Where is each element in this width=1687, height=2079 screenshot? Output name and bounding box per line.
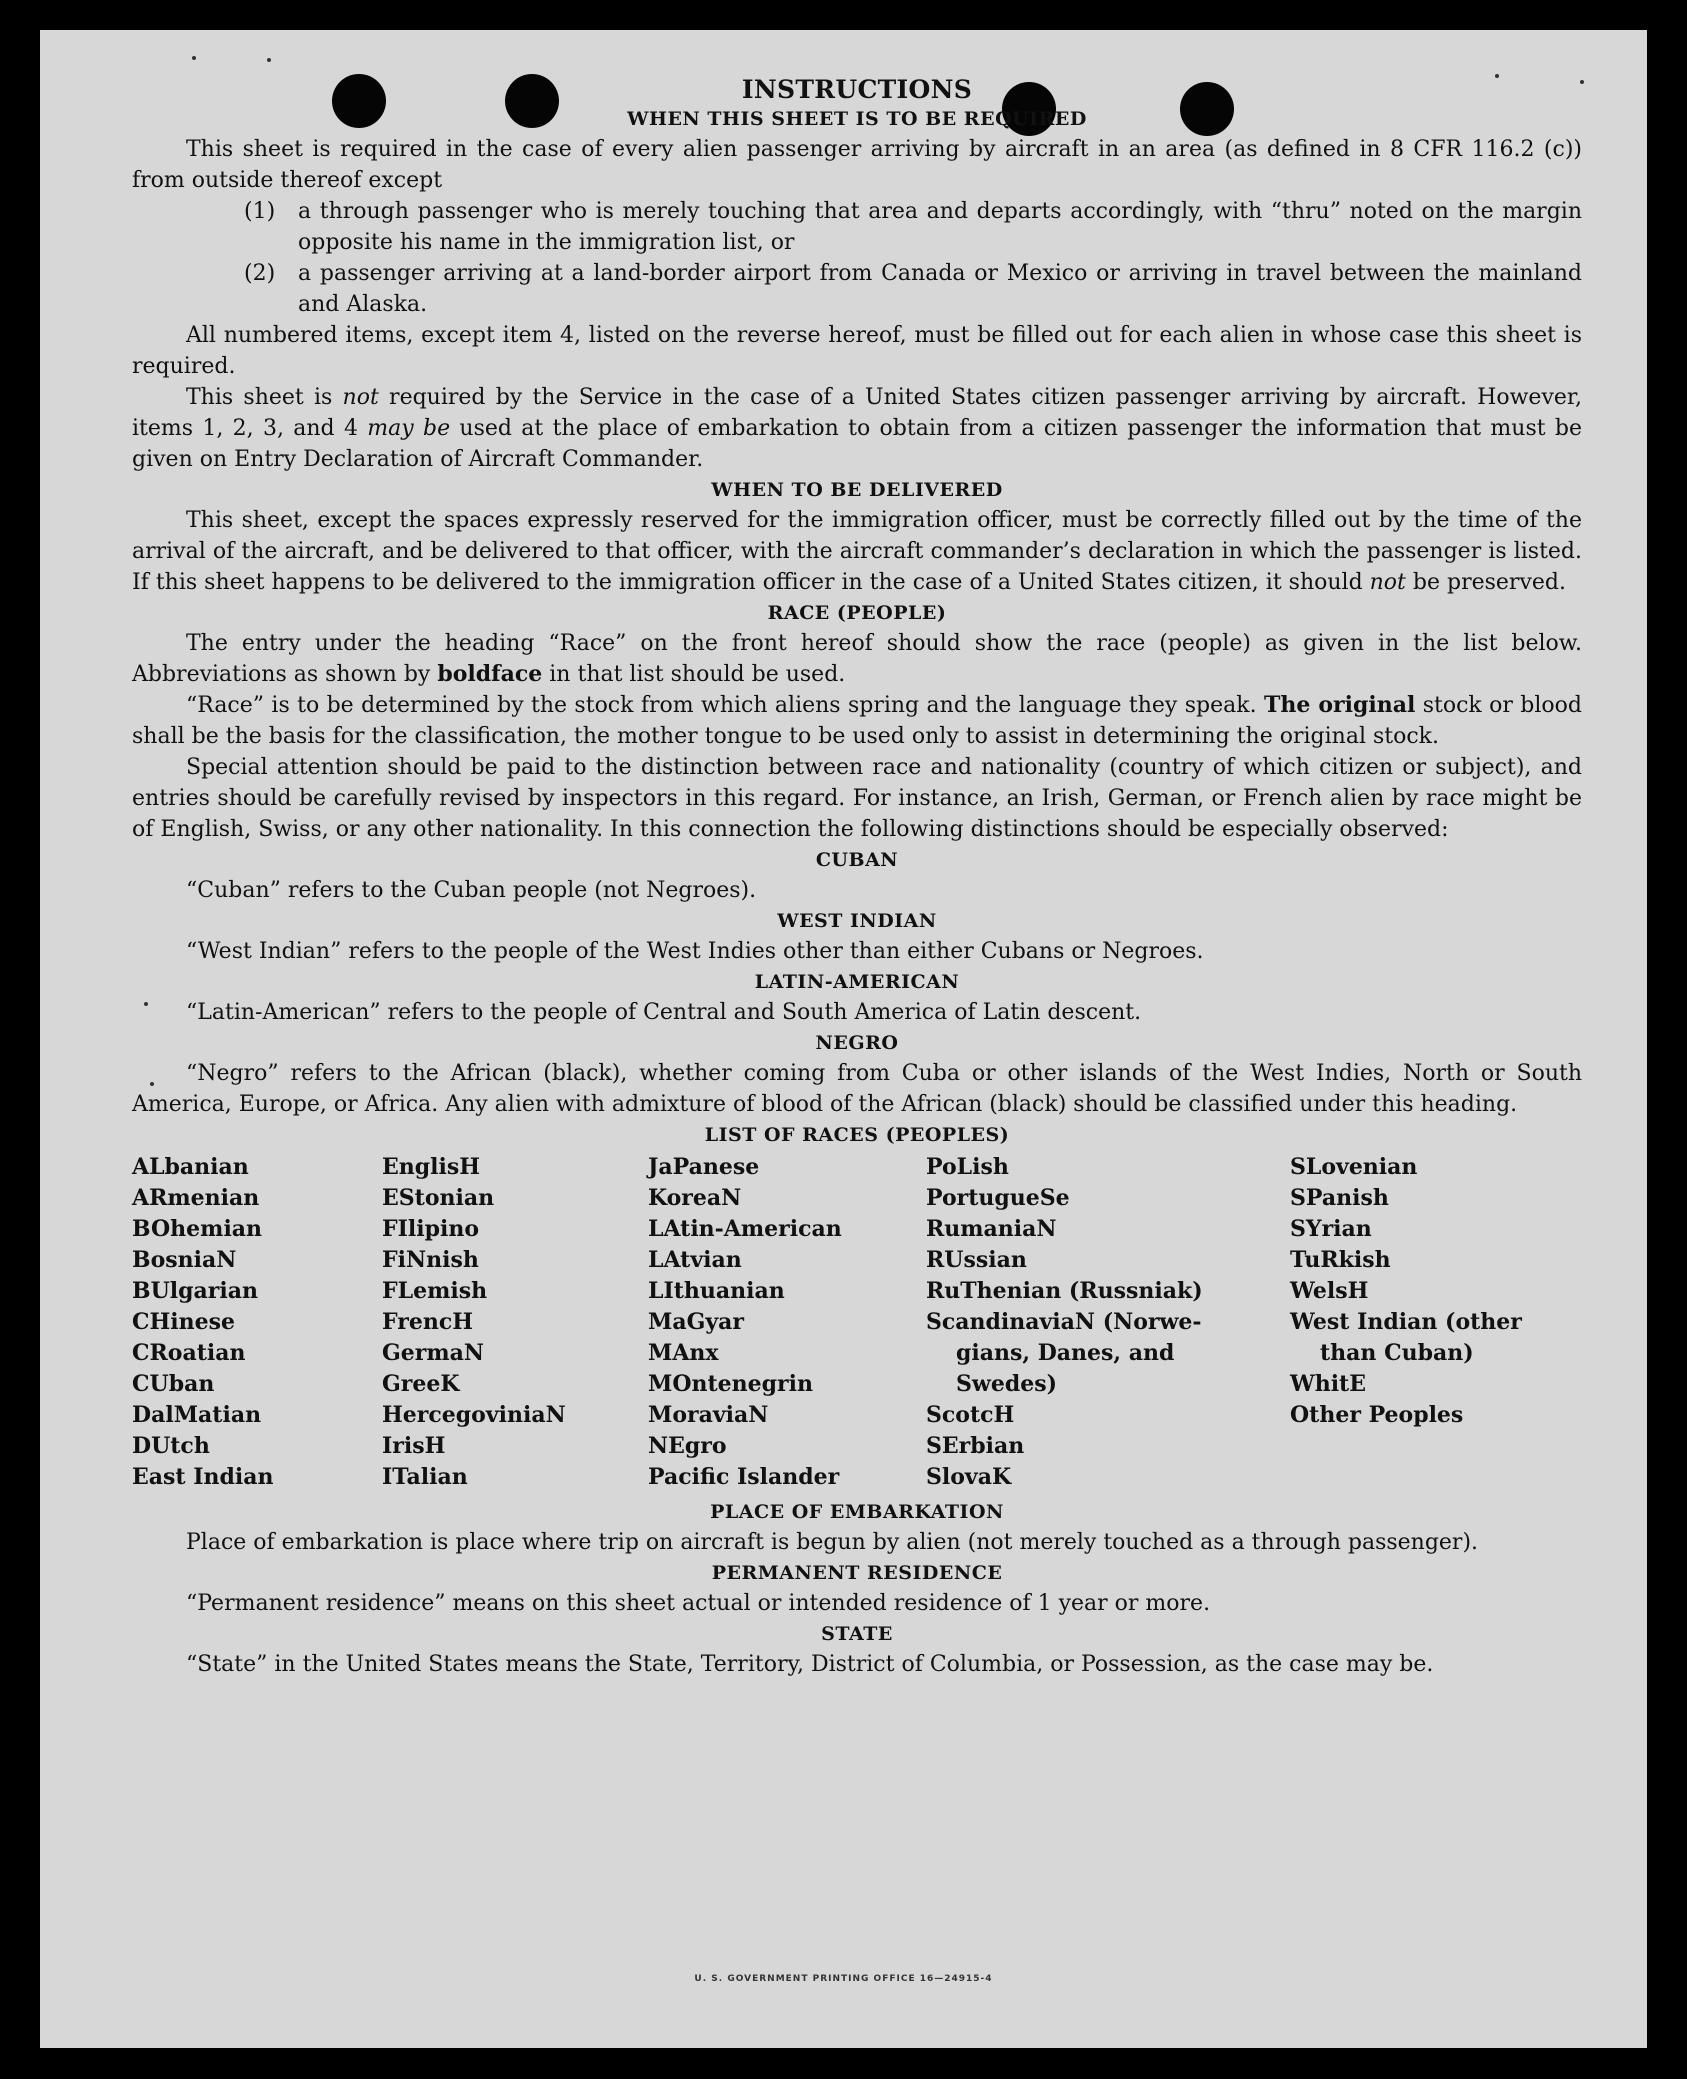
section-heading: PLACE OF EMBARKATION (710, 1501, 1004, 1523)
race-entry: SLovenian (1290, 1154, 1418, 1180)
paragraph: “Race” is to be determined by the stock from which aliens spring and the language they speak. The original stock or blood shall be the basis for the classification, the mother tongue to be used only to assist in determining the original stock. (132, 692, 1582, 749)
race-entry: LAtvian (648, 1247, 742, 1273)
race-entry: RumaniaN (926, 1216, 1057, 1242)
definition-heading: LATIN-AMERICAN (754, 971, 960, 993)
race-entry: DalMatian (132, 1402, 262, 1428)
race-entry: KoreaN (648, 1185, 742, 1211)
race-entry: RuThenian (Russniak) (926, 1278, 1203, 1304)
paragraph: “Negro” refers to the African (black), whether coming from Cuba or other islands of the West Indies, North or South America, Europe, or Africa. Any alien with admixture of blood of the African (black) should be classified under this heading. (132, 1061, 1582, 1117)
race-entry: WhitE (1290, 1371, 1366, 1397)
race-entry: SYrian (1290, 1216, 1372, 1242)
instructions-content (132, 72, 1582, 1680)
race-entry: FiNnish (382, 1247, 479, 1273)
race-entry: BosniaN (132, 1247, 237, 1273)
races-column (926, 1152, 1290, 1493)
race-entry: EStonian (382, 1185, 495, 1211)
race-entry: Swedes) (956, 1371, 1057, 1397)
item-number: (2) (244, 261, 276, 286)
paragraph: Special attention should be paid to the distinction between race and nationality (country of which citizen or subject), and entries should be carefully revised by inspectors in this regard. For instance, an Irish, German, or French alien by race might be of English, Swiss, or any other nationality. In this connection the following distinctions should be especially observed: (132, 755, 1582, 842)
races-list (132, 1152, 1582, 1493)
race-entry: HercegoviniaN (382, 1402, 566, 1428)
races-column (132, 1152, 382, 1493)
section-heading: WHEN TO BE DELIVERED (711, 479, 1003, 501)
race-entry: TuRkish (1290, 1247, 1391, 1273)
numbered-item (132, 196, 1582, 258)
race-entry: ALbanian (132, 1154, 249, 1180)
races-heading: LIST OF RACES (PEOPLES) (704, 1124, 1010, 1146)
race-entry: MoraviaN (648, 1402, 769, 1428)
speck (192, 56, 196, 60)
speck (267, 58, 271, 62)
paragraph: This sheet is required in the case of every alien passenger arriving by aircraft in an area (as defined in 8 CFR 116.2 (c)) from outside thereof except (132, 137, 1582, 193)
numbered-item (132, 258, 1582, 320)
section-heading: PERMANENT RESIDENCE (711, 1562, 1003, 1584)
race-entry: West Indian (other (1290, 1309, 1522, 1335)
race-entry: JaPanese (648, 1154, 760, 1180)
race-entry: WelsH (1290, 1278, 1369, 1304)
race-entry: EnglisH (382, 1154, 481, 1180)
race-entry: PoLish (926, 1154, 1009, 1180)
race-entry: MAnx (648, 1340, 719, 1366)
race-entry: GreeK (382, 1371, 460, 1397)
race-entry: DUtch (132, 1433, 210, 1459)
race-entry: ITalian (382, 1464, 468, 1490)
race-entry: CUban (132, 1371, 215, 1397)
paragraph: “Permanent residence” means on this sheet actual or intended residence of 1 year or more. (186, 1591, 1211, 1616)
section-heading: RACE (PEOPLE) (767, 602, 947, 624)
races-column (648, 1152, 926, 1493)
race-entry: PortugueSe (926, 1185, 1070, 1211)
paragraph: This sheet, except the spaces expressly reserved for the immigration officer, must be correctly filled out by the time of the arrival of the aircraft, and be delivered to that officer, with the aircraft commander’s declaration in which the passenger is listed. If this sheet happens to be delivered to the immigration officer in the case of a United States citizen, it should not be preserved. (132, 508, 1582, 595)
paragraph: This sheet is not required by the Service in the case of a United States citizen passenger arriving by aircraft. However, items 1, 2, 3, and 4 may be used at the place of embarkation to obtain from a citizen passenger the information that must be given on Entry Declaration of Aircraft Commander. (132, 385, 1582, 472)
race-entry: CHinese (132, 1309, 236, 1335)
race-entry: MaGyar (648, 1309, 745, 1335)
race-entry: IrisH (382, 1433, 446, 1459)
definition-text: “West Indian” refers to the people of the West Indies other than either Cubans or Negroes. (186, 939, 1204, 964)
race-entry: SPanish (1290, 1185, 1389, 1211)
race-entry: RUssian (926, 1247, 1027, 1273)
races-column (1290, 1152, 1582, 1493)
race-entry: BOhemian (132, 1216, 263, 1242)
paragraph: All numbered items, except item 4, listed on the reverse hereof, must be filled out for each alien in whose case this sheet is required. (132, 323, 1582, 379)
race-entry: East Indian (132, 1464, 274, 1490)
race-entry: BUlgarian (132, 1278, 258, 1304)
section-heading: STATE (821, 1623, 893, 1645)
race-entry: MOntenegrin (648, 1371, 813, 1397)
race-entry: ScotcH (926, 1402, 1015, 1428)
race-entry: SErbian (926, 1433, 1025, 1459)
race-entry: SlovaK (926, 1464, 1012, 1490)
item-text: a passenger arriving at a land-border airport from Canada or Mexico or arriving in travel between the mainland and Alaska. (298, 261, 1582, 317)
race-entry: FLemish (382, 1278, 488, 1304)
definition-text: “Latin-American” refers to the people of Central and South America of Latin descent. (186, 1000, 1142, 1025)
races-column (382, 1152, 648, 1493)
item-text: a through passenger who is merely touching that area and departs accordingly, with “thru” noted on the margin opposite his name in the immigration list, or (298, 199, 1582, 255)
race-entry: CRoatian (132, 1340, 246, 1366)
page-title: INSTRUCTIONS (741, 75, 973, 104)
race-entry: LIthuanian (648, 1278, 785, 1304)
definition-heading: NEGRO (815, 1032, 899, 1054)
section-heading: WHEN THIS SHEET IS TO BE REQUIRED (627, 108, 1087, 130)
paragraph: “State” in the United States means the State, Territory, District of Columbia, or Possession, as the case may be. (186, 1652, 1434, 1677)
paragraph: Place of embarkation is place where trip on aircraft is begun by alien (not merely touched as a through passenger). (186, 1530, 1479, 1555)
definition-text: “Cuban” refers to the Cuban people (not Negroes). (186, 878, 757, 903)
definition-heading: CUBAN (815, 849, 899, 871)
race-entry: than Cuban) (1320, 1340, 1474, 1366)
race-entry: Other Peoples (1290, 1402, 1464, 1428)
paragraph: The entry under the heading “Race” on the front hereof should show the race (people) as given in the list below. Abbreviations as shown by boldface in that list should be used. (132, 631, 1582, 687)
race-entry: ARmenian (132, 1185, 260, 1211)
race-entry: FrencH (382, 1309, 473, 1335)
race-entry: GermaN (382, 1340, 485, 1366)
race-entry: NEgro (648, 1433, 727, 1459)
race-entry: LAtin-American (648, 1216, 842, 1242)
item-number: (1) (244, 199, 276, 224)
race-entry: FIlipino (382, 1216, 480, 1242)
race-entry: Pacific Islander (648, 1464, 840, 1490)
race-entry: ScandinaviaN (Norwe- (926, 1309, 1202, 1335)
printer-imprint: U. S. GOVERNMENT PRINTING OFFICE 16—24915-4 (694, 1974, 993, 1984)
race-entry: gians, Danes, and (956, 1340, 1175, 1366)
document-page (40, 30, 1647, 2048)
definition-heading: WEST INDIAN (777, 910, 937, 932)
